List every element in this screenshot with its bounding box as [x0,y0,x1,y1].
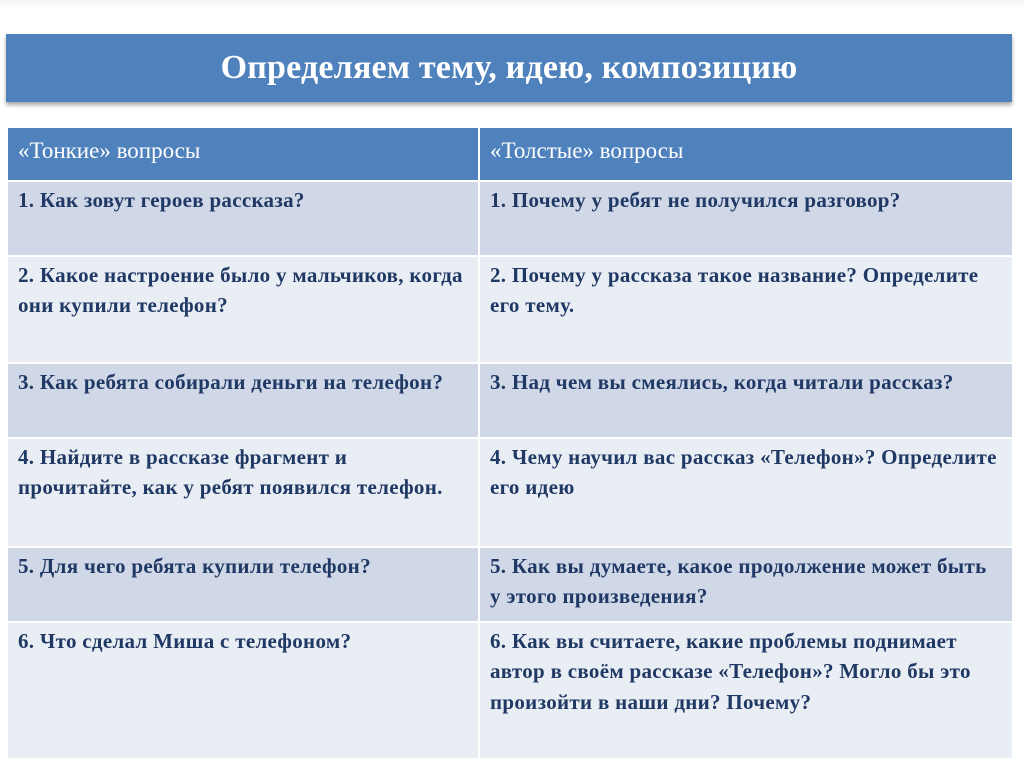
thin-question-5: 5. Для чего ребята купили телефон? [7,547,479,622]
questions-table [6,126,1014,760]
thin-question-6: 6. Что сделал Миша с телефоном? [7,622,479,759]
title-bar [6,34,1012,102]
slide-title: Определяем тему, идею, композицию [220,49,798,86]
header-thick-questions: «Толстые» вопросы [479,127,1013,181]
table-row [7,363,1013,438]
table-row [7,622,1013,759]
thick-question-1: 1. Почему у ребят не получился разговор? [479,181,1013,256]
table-row [7,256,1013,363]
table-row [7,181,1013,256]
thin-question-4: 4. Найдите в рассказе фрагмент и прочитайте, как у ребят появился телефон. [7,438,479,547]
table-row [7,438,1013,547]
thick-question-5: 5. Как вы думаете, какое продолжение может быть у этого произведения? [479,547,1013,622]
thin-question-2: 2. Какое настроение было у мальчиков, когда они купили телефон? [7,256,479,363]
thick-question-6: 6. Как вы считаете, какие проблемы поднимает автор в своём рассказе «Телефон»? Могло бы это произойти в наши дни? Почему? [479,622,1013,759]
thin-question-3: 3. Как ребята собирали деньги на телефон? [7,363,479,438]
table-header-row [7,127,1013,181]
table-row [7,547,1013,622]
thick-question-3: 3. Над чем вы смеялись, когда читали рассказ? [479,363,1013,438]
thick-question-4: 4. Чему научил вас рассказ «Телефон»? Определите его идею [479,438,1013,547]
header-thin-questions: «Тонкие» вопросы [7,127,479,181]
thin-question-1: 1. Как зовут героев рассказа? [7,181,479,256]
thick-question-2: 2. Почему у рассказа такое название? Определите его тему. [479,256,1013,363]
